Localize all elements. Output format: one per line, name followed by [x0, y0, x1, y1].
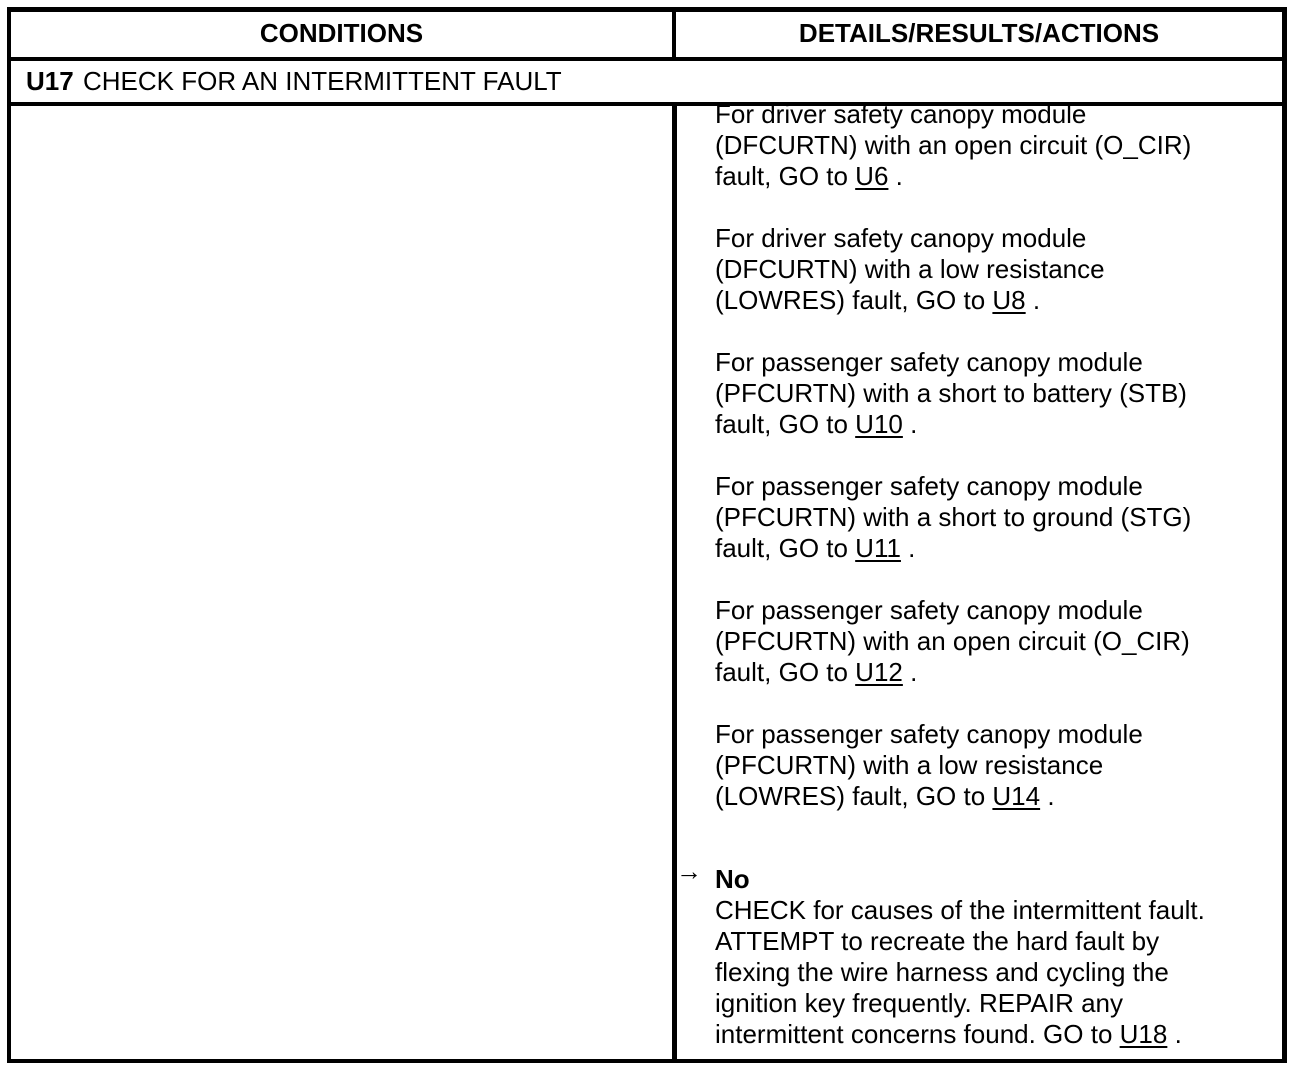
result-line: fault, GO to: [715, 409, 856, 439]
no-branch-text: CHECK for causes of the intermittent fault. ATTEMPT to recreate the hard fault by flexing the wire harness and cycling the ignition key frequently. REPAIR any intermittent concerns found. GO to U18 .: [715, 895, 1205, 1049]
result-item: For passenger safety canopy module (PFCURTN) with a short to ground (STG) fault, GO to U11 .: [715, 471, 1275, 564]
no-branch-line: intermittent concerns found. GO to: [715, 1019, 1120, 1049]
result-line: (LOWRES) fault, GO to: [715, 285, 993, 315]
result-item: For passenger safety canopy module (PFCURTN) with a low resistance (LOWRES) fault, GO to U14 .: [715, 719, 1275, 812]
result-line: (LOWRES) fault, GO to: [715, 781, 993, 811]
result-line: For passenger safety canopy module: [715, 471, 1143, 501]
result-line: fault, GO to: [715, 161, 856, 191]
result-item: For driver safety canopy module (DFCURTN) with an open circuit (O_CIR) fault, GO to U6 .: [715, 99, 1275, 192]
result-line: For passenger safety canopy module: [715, 719, 1143, 749]
no-branch-line: CHECK for causes of the intermittent fault.: [715, 895, 1205, 925]
goto-link-u14[interactable]: U14: [992, 781, 1041, 811]
result-line: fault, GO to: [715, 533, 856, 563]
result-line: (PFCURTN) with a short to battery (STB): [715, 378, 1187, 408]
step-title: CHECK FOR AN INTERMITTENT FAULT: [83, 66, 562, 96]
result-line: (PFCURTN) with an open circuit (O_CIR): [715, 626, 1190, 656]
result-line: (DFCURTN) with an open circuit (O_CIR): [715, 130, 1192, 160]
result-item: For passenger safety canopy module (PFCURTN) with a short to battery (STB) fault, GO to U10 .: [715, 347, 1275, 440]
goto-link-u10[interactable]: U10: [855, 409, 903, 439]
no-label: No: [715, 864, 750, 894]
goto-link-u8[interactable]: U8: [992, 285, 1026, 315]
goto-link-u11[interactable]: U11: [855, 533, 901, 563]
no-branch-line: ignition key frequently. REPAIR any: [715, 988, 1124, 1018]
result-line: For passenger safety canopy module: [715, 595, 1143, 625]
result-line: fault, GO to: [715, 657, 856, 687]
details-header: DETAILS/RESULTS/ACTIONS: [798, 18, 1160, 48]
goto-link-u12[interactable]: U12: [855, 657, 903, 687]
results-list: [715, 99, 1275, 843]
result-item: For driver safety canopy module (DFCURTN) with a low resistance (LOWRES) fault, GO to U8 .: [715, 223, 1275, 316]
no-branch-line: ATTEMPT to recreate the hard fault by: [715, 926, 1160, 956]
result-line: For passenger safety canopy module: [715, 347, 1143, 377]
result-line: (PFCURTN) with a low resistance: [715, 750, 1104, 780]
goto-link-u18[interactable]: U18: [1119, 1019, 1168, 1049]
conditions-header: CONDITIONS: [259, 18, 424, 48]
no-branch-line: flexing the wire harness and cycling the: [715, 957, 1169, 987]
table-header: [11, 12, 1282, 61]
step-number: U17: [26, 66, 74, 96]
goto-link-u6[interactable]: U6: [855, 161, 889, 191]
result-item: For passenger safety canopy module (PFCURTN) with an open circuit (O_CIR) fault, GO to U12 .: [715, 595, 1275, 688]
result-line: For driver safety canopy module: [715, 99, 1087, 129]
result-line: For driver safety canopy module: [715, 223, 1087, 253]
result-line: (DFCURTN) with a low resistance: [715, 254, 1105, 284]
right-arrow-icon: →: [676, 856, 702, 886]
column-divider: [672, 106, 677, 1059]
result-line: (PFCURTN) with a short to ground (STG): [715, 502, 1192, 532]
